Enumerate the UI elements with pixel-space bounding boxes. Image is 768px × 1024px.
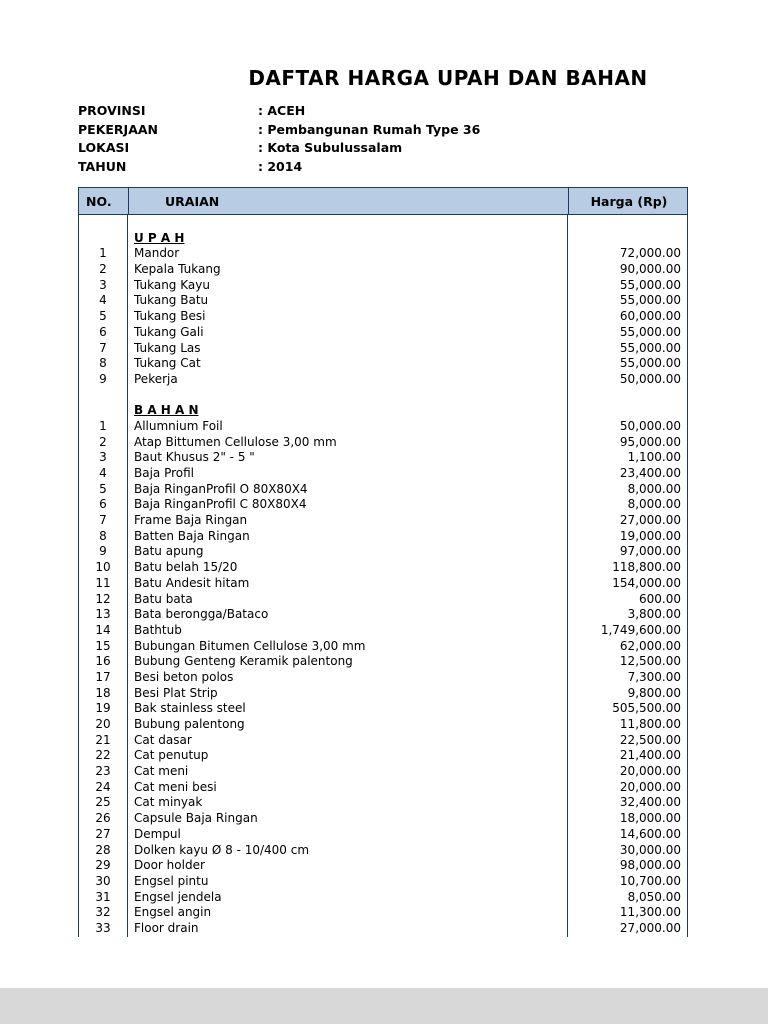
cell-no: 22 bbox=[79, 748, 128, 764]
table-row bbox=[79, 482, 687, 498]
header-no: NO. bbox=[79, 188, 129, 214]
cell-no: 9 bbox=[79, 372, 128, 388]
section-heading: B A H A N bbox=[128, 403, 568, 419]
cell-uraian: Engsel pintu bbox=[128, 874, 568, 890]
cell-no: 9 bbox=[79, 544, 128, 560]
cell-uraian: Tukang Las bbox=[128, 341, 568, 357]
cell-harga: 60,000.00 bbox=[619, 309, 681, 324]
table-row bbox=[79, 686, 687, 702]
cell-uraian: Besi Plat Strip bbox=[128, 686, 568, 702]
cell-no: 5 bbox=[79, 482, 128, 498]
table-row bbox=[79, 356, 687, 372]
table-row bbox=[79, 795, 687, 811]
cell-harga: 30,000.00 bbox=[619, 842, 681, 857]
cell-uraian: Capsule Baja Ringan bbox=[128, 811, 568, 827]
table-row bbox=[79, 262, 687, 278]
table-row bbox=[79, 293, 687, 309]
cell-harga: 50,000.00 bbox=[619, 418, 681, 433]
document-title: DAFTAR HARGA UPAH DAN BAHAN bbox=[248, 66, 648, 90]
cell-harga: 55,000.00 bbox=[619, 277, 681, 292]
cell-no: 4 bbox=[79, 293, 128, 309]
cell-uraian: Cat penutup bbox=[128, 748, 568, 764]
cell-uraian: Batu Andesit hitam bbox=[128, 576, 568, 592]
cell-uraian: Engsel angin bbox=[128, 905, 568, 921]
cell-harga: 72,000.00 bbox=[619, 246, 681, 261]
cell-uraian: Kepala Tukang bbox=[128, 262, 568, 278]
cell-harga: 95,000.00 bbox=[619, 434, 681, 449]
cell-harga: 90,000.00 bbox=[619, 262, 681, 277]
cell-harga: 118,800.00 bbox=[612, 560, 681, 575]
meta-label: TAHUN bbox=[78, 158, 127, 174]
cell-harga: 1,749,600.00 bbox=[600, 622, 681, 637]
meta-value: : 2014 bbox=[258, 158, 303, 174]
table-row bbox=[79, 466, 687, 482]
cell-uraian: Tukang Cat bbox=[128, 356, 568, 372]
section-heading: U P A H bbox=[128, 231, 568, 247]
table-row bbox=[79, 811, 687, 827]
cell-uraian: Batu apung bbox=[128, 544, 568, 560]
meta-row-provinsi bbox=[78, 101, 578, 120]
table-row bbox=[79, 733, 687, 749]
cell-harga: 27,000.00 bbox=[619, 513, 681, 528]
table-row bbox=[79, 905, 687, 921]
cell-harga: 55,000.00 bbox=[619, 324, 681, 339]
cell-harga: 1,100.00 bbox=[627, 450, 681, 465]
cell-harga: 62,000.00 bbox=[619, 638, 681, 653]
cell-no: 14 bbox=[79, 623, 128, 639]
cell-no: 16 bbox=[79, 654, 128, 670]
price-table bbox=[78, 187, 688, 937]
cell-uraian: Batten Baja Ringan bbox=[128, 529, 568, 545]
page-break-strip bbox=[0, 988, 768, 1024]
table-row bbox=[79, 701, 687, 717]
cell-harga: 11,800.00 bbox=[619, 717, 681, 731]
table-row bbox=[79, 372, 687, 388]
table-row bbox=[79, 388, 687, 404]
cell-no: 4 bbox=[79, 466, 128, 482]
table-row bbox=[79, 827, 687, 843]
table-row bbox=[79, 670, 687, 686]
table-row bbox=[79, 309, 687, 325]
cell-no: 26 bbox=[79, 811, 128, 827]
cell-uraian: Tukang Besi bbox=[128, 309, 568, 325]
cell-no: 11 bbox=[79, 576, 128, 592]
cell-uraian: Engsel jendela bbox=[128, 890, 568, 906]
cell-no: 5 bbox=[79, 309, 128, 325]
table-row bbox=[79, 513, 687, 529]
table-row bbox=[79, 748, 687, 764]
cell-uraian: Allumnium Foil bbox=[128, 419, 568, 435]
cell-harga bbox=[568, 388, 687, 404]
table-row bbox=[79, 764, 687, 780]
meta-label: PEKERJAAN bbox=[78, 121, 159, 137]
cell-uraian: Cat meni besi bbox=[128, 780, 568, 796]
cell-no: 6 bbox=[79, 497, 128, 513]
cell-harga: 11,300.00 bbox=[619, 905, 681, 920]
cell-uraian: Cat dasar bbox=[128, 733, 568, 749]
cell-no bbox=[79, 388, 128, 404]
cell-uraian: Cat minyak bbox=[128, 795, 568, 811]
table-body bbox=[78, 215, 688, 937]
cell-uraian: Cat meni bbox=[128, 764, 568, 780]
cell-uraian: Bubung Genteng Keramik palentong bbox=[128, 654, 568, 670]
cell-no: 13 bbox=[79, 607, 128, 623]
table-row bbox=[79, 246, 687, 262]
cell-harga bbox=[568, 231, 687, 247]
cell-harga: 98,000.00 bbox=[619, 858, 681, 873]
cell-no: 21 bbox=[79, 733, 128, 749]
table-row bbox=[79, 607, 687, 623]
cell-harga bbox=[568, 403, 687, 419]
table-row bbox=[79, 858, 687, 874]
table-row bbox=[79, 450, 687, 466]
meta-label: PROVINSI bbox=[78, 102, 146, 118]
cell-no: 33 bbox=[79, 921, 128, 937]
table-row bbox=[79, 874, 687, 890]
table-row bbox=[79, 215, 687, 231]
meta-value: : Pembangunan Rumah Type 36 bbox=[258, 121, 481, 137]
cell-harga: 12,500.00 bbox=[619, 654, 681, 669]
cell-no: 17 bbox=[79, 670, 128, 686]
cell-no: 18 bbox=[79, 686, 128, 702]
cell-no: 2 bbox=[79, 435, 128, 451]
cell-uraian: Atap Bittumen Cellulose 3,00 mm bbox=[128, 435, 568, 451]
cell-uraian: Mandor bbox=[128, 246, 568, 262]
cell-uraian: Baut Khusus 2" - 5 " bbox=[128, 450, 568, 466]
section-heading-row bbox=[79, 403, 687, 419]
table-row bbox=[79, 592, 687, 608]
cell-harga: 55,000.00 bbox=[619, 293, 681, 308]
table-row bbox=[79, 843, 687, 859]
cell-harga: 55,000.00 bbox=[619, 340, 681, 355]
cell-uraian: Besi beton polos bbox=[128, 670, 568, 686]
cell-no bbox=[79, 403, 128, 419]
table-row bbox=[79, 654, 687, 670]
cell-uraian: Floor drain bbox=[128, 921, 568, 937]
table-row bbox=[79, 435, 687, 451]
cell-uraian: Bathtub bbox=[128, 623, 568, 639]
cell-no: 20 bbox=[79, 717, 128, 733]
section-heading-row bbox=[79, 231, 687, 247]
cell-harga: 505,500.00 bbox=[612, 701, 681, 716]
table-row bbox=[79, 529, 687, 545]
document-meta bbox=[78, 101, 578, 176]
cell-no: 2 bbox=[79, 262, 128, 278]
cell-no: 24 bbox=[79, 780, 128, 796]
cell-harga: 8,050.00 bbox=[627, 889, 681, 904]
cell-no: 28 bbox=[79, 843, 128, 859]
table-row bbox=[79, 921, 687, 937]
cell-harga: 3,800.00 bbox=[627, 607, 681, 622]
cell-harga: 14,600.00 bbox=[619, 826, 681, 841]
cell-no: 1 bbox=[79, 419, 128, 435]
table-row bbox=[79, 890, 687, 906]
cell-uraian: Bak stainless steel bbox=[128, 701, 568, 717]
cell-no: 7 bbox=[79, 513, 128, 529]
cell-no: 10 bbox=[79, 560, 128, 576]
cell-no: 31 bbox=[79, 890, 128, 906]
cell-no: 7 bbox=[79, 341, 128, 357]
meta-row-lokasi bbox=[78, 138, 578, 157]
cell-no: 1 bbox=[79, 246, 128, 262]
cell-harga: 18,000.00 bbox=[619, 811, 681, 826]
cell-harga: 9,800.00 bbox=[627, 685, 681, 700]
cell-harga: 50,000.00 bbox=[619, 371, 681, 386]
table-row bbox=[79, 325, 687, 341]
cell-harga: 55,000.00 bbox=[619, 356, 681, 371]
cell-no: 29 bbox=[79, 858, 128, 874]
table-row bbox=[79, 497, 687, 513]
cell-uraian: Bubungan Bitumen Cellulose 3,00 mm bbox=[128, 639, 568, 655]
cell-harga: 600.00 bbox=[639, 591, 681, 606]
cell-harga: 23,400.00 bbox=[619, 466, 681, 480]
table-row bbox=[79, 560, 687, 576]
cell-uraian: Batu bata bbox=[128, 592, 568, 608]
cell-uraian: Door holder bbox=[128, 858, 568, 874]
table-row bbox=[79, 341, 687, 357]
cell-no: 19 bbox=[79, 701, 128, 717]
cell-harga: 32,400.00 bbox=[619, 795, 681, 810]
cell-no: 3 bbox=[79, 278, 128, 294]
cell-harga: 8,000.00 bbox=[627, 481, 681, 496]
cell-harga: 10,700.00 bbox=[619, 873, 681, 888]
cell-uraian: Baja RinganProfil C 80X80X4 bbox=[128, 497, 568, 513]
meta-row-tahun bbox=[78, 157, 578, 176]
cell-uraian: Tukang Batu bbox=[128, 293, 568, 309]
cell-uraian: Batu belah 15/20 bbox=[128, 560, 568, 576]
cell-no: 15 bbox=[79, 639, 128, 655]
cell-no: 8 bbox=[79, 529, 128, 545]
cell-harga: 20,000.00 bbox=[619, 779, 681, 794]
cell-no: 32 bbox=[79, 905, 128, 921]
cell-harga bbox=[568, 215, 687, 231]
cell-no: 8 bbox=[79, 356, 128, 372]
cell-harga: 19,000.00 bbox=[619, 528, 681, 543]
cell-no: 3 bbox=[79, 450, 128, 466]
cell-harga: 20,000.00 bbox=[619, 764, 681, 779]
table-row bbox=[79, 639, 687, 655]
table-row bbox=[79, 780, 687, 796]
cell-no: 27 bbox=[79, 827, 128, 843]
cell-uraian: Bubung palentong bbox=[128, 717, 568, 733]
header-uraian: URAIAN bbox=[129, 188, 569, 214]
cell-harga: 22,500.00 bbox=[619, 732, 681, 747]
cell-no: 25 bbox=[79, 795, 128, 811]
cell-uraian: Dolken kayu Ø 8 - 10/400 cm bbox=[128, 843, 568, 859]
cell-no: 12 bbox=[79, 592, 128, 608]
cell-no: 23 bbox=[79, 764, 128, 780]
table-row bbox=[79, 717, 687, 733]
meta-label: LOKASI bbox=[78, 140, 130, 156]
cell-no: 30 bbox=[79, 874, 128, 890]
cell-uraian bbox=[128, 215, 568, 231]
cell-uraian: Tukang Kayu bbox=[128, 278, 568, 294]
cell-uraian: Bata berongga/Bataco bbox=[128, 607, 568, 623]
meta-row-pekerjaan bbox=[78, 120, 578, 139]
table-row bbox=[79, 544, 687, 560]
meta-value: : Kota Subulussalam bbox=[258, 140, 403, 156]
cell-harga: 21,400.00 bbox=[619, 748, 681, 763]
cell-uraian: Pekerja bbox=[128, 372, 568, 388]
table-header-row bbox=[78, 187, 688, 215]
table-row bbox=[79, 623, 687, 639]
cell-harga: 154,000.00 bbox=[612, 575, 681, 590]
header-harga: Harga (Rp) bbox=[590, 193, 668, 209]
table-row bbox=[79, 419, 687, 435]
table-row bbox=[79, 278, 687, 294]
table-row bbox=[79, 576, 687, 592]
cell-harga: 97,000.00 bbox=[619, 544, 681, 559]
cell-uraian: Dempul bbox=[128, 827, 568, 843]
cell-harga: 7,300.00 bbox=[627, 669, 681, 684]
cell-uraian: Baja RinganProfil O 80X80X4 bbox=[128, 482, 568, 498]
meta-value: : ACEH bbox=[258, 102, 306, 118]
cell-no bbox=[79, 215, 128, 231]
cell-uraian: Tukang Gali bbox=[128, 325, 568, 341]
cell-harga: 27,000.00 bbox=[619, 920, 681, 935]
cell-uraian bbox=[128, 388, 568, 404]
cell-no bbox=[79, 231, 128, 247]
cell-no: 6 bbox=[79, 325, 128, 341]
cell-harga: 8,000.00 bbox=[627, 497, 681, 512]
cell-uraian: Baja Profil bbox=[128, 466, 568, 482]
cell-uraian: Frame Baja Ringan bbox=[128, 513, 568, 529]
